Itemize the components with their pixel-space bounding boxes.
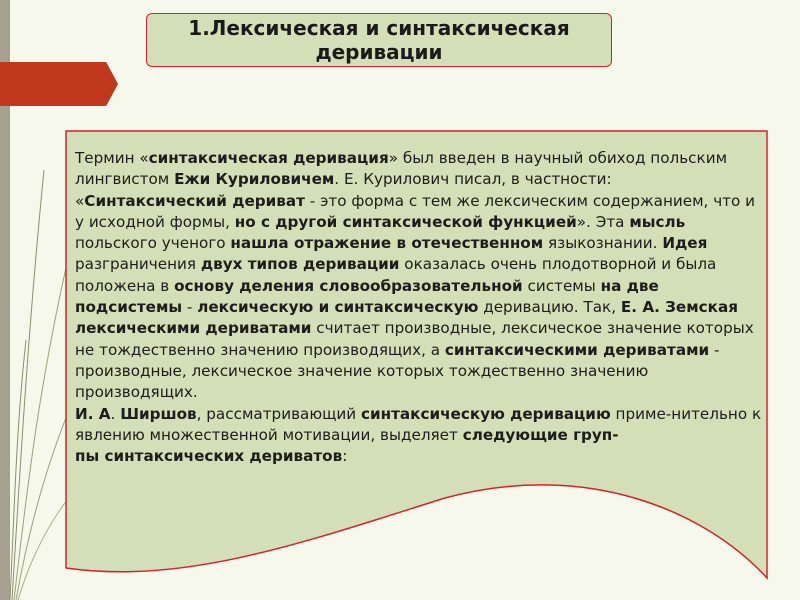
text-run-22: деривацию. Так, (478, 298, 621, 317)
bold-text-run-3: Ежи Куриловичем (174, 170, 335, 189)
text-run-5: приме-нительно к явлению множественной мотивации, выделяет (75, 404, 762, 444)
text-run-12: языкознании. (543, 234, 663, 253)
text-run-16: оказалась очень плодотворной и была положена в (75, 255, 717, 295)
text-run-14: разграничения (75, 255, 201, 274)
content-text (75, 148, 765, 467)
bold-text-run-17: основу деления словообразовательной (174, 276, 523, 295)
bold-text-run-6: следующие груп- (462, 425, 619, 444)
paragraph-2 (75, 404, 765, 447)
bold-text-run-0: пы синтаксических дериватов (75, 447, 343, 466)
text-run-10: польского ученого (75, 234, 231, 253)
paragraph-3 (75, 446, 765, 467)
title-box (146, 13, 612, 67)
paragraph-1 (75, 148, 765, 404)
page-title: 1.Лексическая и синтаксическая деривации (188, 16, 570, 64)
text-run-4: . Е. Курилович писал, в частности: « (75, 170, 612, 210)
text-run-6: - это форма с тем же лексическим содержанием, что и у исходной формы, (75, 191, 756, 231)
text-run-0: Термин « (75, 149, 149, 167)
bold-text-run-4: синтаксическую деривацию (360, 404, 611, 423)
text-run-8: ». Эта (576, 212, 630, 231)
bold-text-run-23: Е. А. Земская лексическими дериватами (75, 298, 738, 338)
text-run-1: . (110, 404, 121, 423)
bold-text-run-9: мысль (629, 212, 686, 231)
bold-text-run-11: нашла отражение в отечественном (230, 234, 544, 253)
text-run-2: » был введен в научный обиход польским лингвистом (75, 149, 728, 189)
bold-text-run-1: синтаксическая деривация (148, 149, 389, 167)
leaf-line-2 (14, 250, 70, 600)
text-run-20: - (182, 298, 198, 317)
bold-text-run-25: синтаксическими дериватами (444, 340, 710, 359)
bold-text-run-13: Идея (662, 234, 708, 253)
bold-text-run-0: И. А (75, 404, 111, 423)
text-run-18: системы (522, 276, 601, 295)
bold-text-run-15: двух типов деривации (200, 255, 400, 274)
text-run-1: : (342, 447, 348, 466)
bold-text-run-2: Ширшов (120, 404, 197, 423)
bold-text-run-19: на две подсистемы (75, 276, 659, 317)
text-run-24: считает производные, лексическое значение которых не тождественно значению производящих, а (75, 319, 754, 359)
bold-text-run-5: Синтаксический дериват (84, 191, 305, 210)
red-arrow-tab (0, 62, 118, 106)
text-run-26: - производные, лексическое значение которых тождественно значению производящих. (75, 340, 720, 402)
leaf-line-1 (12, 170, 44, 600)
bold-text-run-7: но с другой синтаксической функцией (234, 212, 577, 231)
text-run-3: , рассматривающий (196, 404, 361, 423)
bold-text-run-21: лексическую и синтаксическую (197, 298, 479, 317)
